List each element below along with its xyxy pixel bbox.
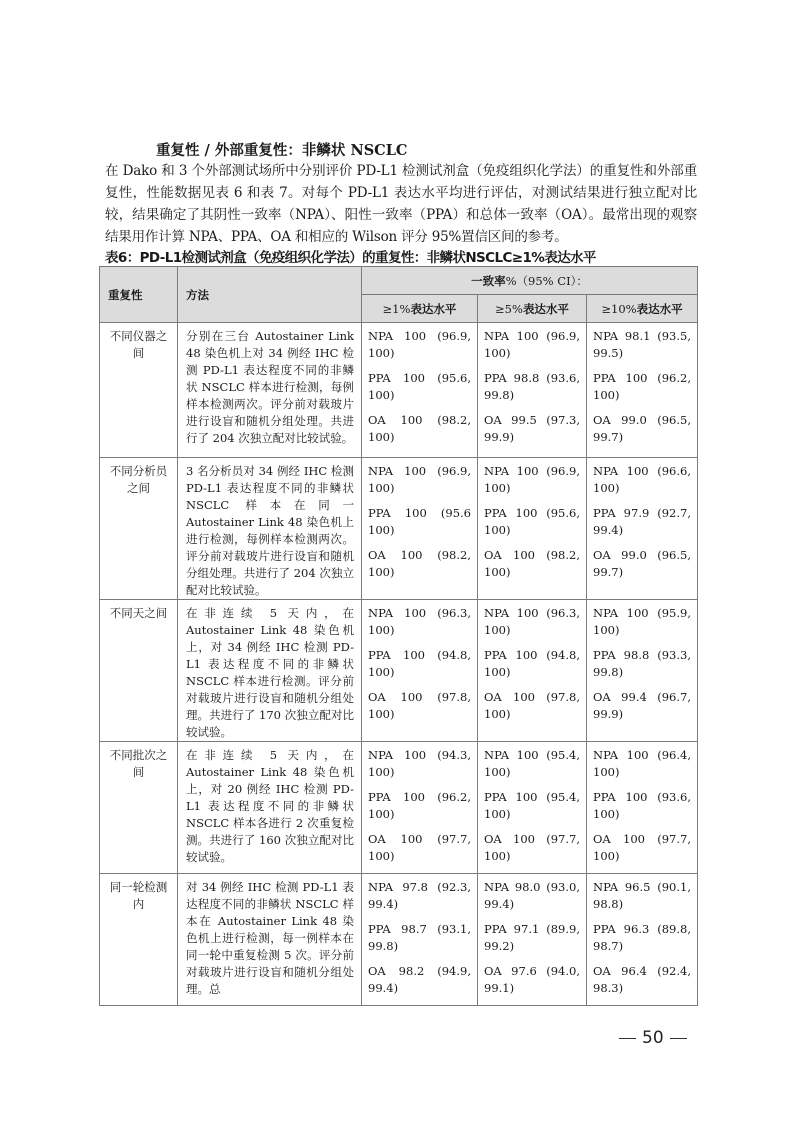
intro-paragraph: 在 Dako 和 3 个外部测试场所中分别评价 PD-L1 检测试剂盒（免疫组织化学法）的重复性和外部重复性，性能数据见表 6 和表 7。对每个 PD-L1 表达水平均进行评估，对测试结果进行独立配对比较，结果确定了其阴性一致率（NPA）、阳性一致率（PPA）和总体一致率（OA）。最常出现的观察结果用作计算 NPA、PPA、OA 和相应的 Wilson 评分 95%置信区间的参考。 — [105, 163, 697, 245]
dash-right — [670, 1038, 687, 1039]
reproducibility-table — [99, 266, 698, 1006]
ppa-value: PPA 100 (93.6, 100) — [593, 790, 691, 821]
npa-value: NPA 100 (96.9, 100) — [368, 329, 471, 360]
npa-value: NPA 100 (96.3, 100) — [368, 606, 471, 637]
cell-reproducibility: 同一轮检测内 — [100, 874, 178, 1006]
cell-agreement — [362, 742, 478, 874]
npa-value: NPA 100 (96.9, 100) — [368, 464, 471, 495]
level-symbol: ≥10% — [601, 301, 637, 316]
oa-value: OA 99.5 (97.3, 99.9) — [484, 413, 580, 444]
oa-value: OA 100 (97.8, 100) — [368, 690, 471, 721]
page-number-text: 50 — [642, 1028, 664, 1048]
cell-method: 在非连续 5 天内，在 Autostainer Link 48 染色机上，对 20 例经 IHC 检测 PD-L1 表达程度不同的非鳞状 NSCLC 样本各进行 2 次重复检测。共进行了 160 次独立配对比较试验。 — [178, 742, 362, 874]
npa-value: NPA 100 (96.3, 100) — [484, 606, 580, 637]
section-heading: 重复性 / 外部重复性：非鳞状 NSCLC — [156, 142, 408, 159]
oa-value: OA 100 (97.7, 100) — [484, 832, 580, 863]
level-label: 表达水平 — [636, 301, 683, 316]
ppa-value: PPA 100 (96.2, 100) — [368, 790, 471, 821]
cell-agreement — [478, 874, 587, 1006]
ppa-value: PPA 98.7 (93.1, 99.8) — [368, 922, 471, 953]
page-number — [613, 1028, 693, 1048]
cell-agreement — [362, 874, 478, 1006]
level-symbol: ≥5% — [495, 301, 523, 316]
cell-method: 对 34 例经 IHC 检测 PD-L1 表达程度不同的非鳞状 NSCLC 样本在 Autostainer Link 48 染色机上进行检测，每一例样本在同一轮中重复检测 5 次。评分前对载玻片进行设盲和随机分组处理。总 — [178, 874, 362, 1006]
npa-value: NPA 100 (96.6, 100) — [593, 464, 691, 495]
ppa-value: PPA 98.8 (93.3, 99.8) — [593, 648, 691, 679]
header-level-5 — [478, 295, 587, 323]
ppa-value: PPA 100 (94.8, 100) — [368, 648, 471, 679]
cell-agreement — [478, 323, 587, 458]
npa-value: NPA 100 (94.3, 100) — [368, 748, 471, 779]
oa-value: OA 100 (98.2, 100) — [368, 548, 471, 579]
agreement-prefix: 一致率 — [471, 273, 506, 288]
npa-value: NPA 100 (96.9, 100) — [484, 464, 580, 495]
cell-method: 在非连续 5 天内，在 Autostainer Link 48 染色机上，对 34 例经 IHC 检测 PD-L1 表达程度不同的非鳞状 NSCLC 样本进行检测。评分前对载玻片进行设盲和随机分组处理。共进行了 170 次独立配对比较试验。 — [178, 600, 362, 742]
header-level-10 — [587, 295, 698, 323]
table-row — [100, 600, 698, 742]
ppa-value: PPA 100 (95.4, 100) — [484, 790, 580, 821]
cell-agreement — [362, 323, 478, 458]
level-label: 表达水平 — [410, 301, 457, 316]
table-row — [100, 323, 698, 458]
ppa-value: PPA 100 (95.6, 100) — [368, 371, 471, 402]
oa-value: OA 96.4 (92.4, 98.3) — [593, 964, 691, 995]
cell-agreement — [362, 458, 478, 600]
ppa-value: PPA 100 (95.6, 100) — [484, 506, 580, 537]
npa-value: NPA 100 (96.4, 100) — [593, 748, 691, 779]
cell-agreement — [587, 323, 698, 458]
npa-value: NPA 100 (95.9, 100) — [593, 606, 691, 637]
cell-agreement — [587, 600, 698, 742]
level-symbol: ≥1% — [382, 301, 411, 316]
oa-value: OA 100 (97.8, 100) — [484, 690, 580, 721]
oa-value: OA 99.4 (96.7, 99.9) — [593, 690, 691, 721]
header-method: 方法 — [178, 267, 362, 323]
oa-value: OA 100 (98.2, 100) — [368, 413, 471, 444]
dash-left — [619, 1038, 636, 1039]
cell-method: 3 名分析员对 34 例经 IHC 检测 PD-L1 表达程度不同的非鳞状 NSCLC 样本在同一 Autostainer Link 48 染色机上进行检测，每例样本检测两次。评分前对载玻片进行设盲和随机分组处理。共进行了 204 次独立配对比较试验。 — [178, 458, 362, 600]
header-level-1 — [362, 295, 478, 323]
cell-agreement — [362, 600, 478, 742]
cell-agreement — [587, 458, 698, 600]
ppa-value: PPA 96.3 (89.8, 98.7) — [593, 922, 691, 953]
npa-value: NPA 100 (95.4, 100) — [484, 748, 580, 779]
agreement-suffix: %（95% CI）： — [505, 273, 588, 288]
npa-value: NPA 100 (96.9, 100) — [484, 329, 580, 360]
ppa-value: PPA 100 (94.8, 100) — [484, 648, 580, 679]
oa-value: OA 97.6 (94.0, 99.1) — [484, 964, 580, 995]
cell-reproducibility: 不同批次之间 — [100, 742, 178, 874]
oa-value: OA 98.2 (94.9, 99.4) — [368, 964, 471, 995]
table-row — [100, 458, 698, 600]
header-reproducibility: 重复性 — [100, 267, 178, 323]
npa-value: NPA 98.1 (93.5, 99.5) — [593, 329, 691, 360]
cell-agreement — [587, 742, 698, 874]
npa-value: NPA 96.5 (90.1, 98.8) — [593, 880, 691, 911]
table-row — [100, 874, 698, 1006]
ppa-value: PPA 100 (96.2, 100) — [593, 371, 691, 402]
cell-method: 分别在三台 Autostainer Link 48 染色机上对 34 例经 IHC 检测 PD-L1 表达程度不同的非鳞状 NSCLC 样本进行检测，每例样本检测两次。评分前对载玻片进行设盲和随机分组处理。共进行了 204 次独立配对比较试验。 — [178, 323, 362, 458]
table-caption: 表6：PD-L1检测试剂盒（免疫组织化学法）的重复性：非鳞状NSCLC≥1%表达水平 — [105, 250, 596, 266]
cell-reproducibility: 不同分析员之间 — [100, 458, 178, 600]
cell-reproducibility: 不同仪器之间 — [100, 323, 178, 458]
oa-value: OA 99.0 (96.5, 99.7) — [593, 413, 691, 444]
cell-agreement — [478, 742, 587, 874]
ppa-value: PPA 100 (95.6 100) — [368, 506, 471, 537]
cell-agreement — [478, 600, 587, 742]
header-agreement — [362, 267, 698, 295]
ppa-value: PPA 98.8 (93.6, 99.8) — [484, 371, 580, 402]
cell-agreement — [478, 458, 587, 600]
cell-agreement — [587, 874, 698, 1006]
ppa-value: PPA 97.9 (92.7, 99.4) — [593, 506, 691, 537]
npa-value: NPA 98.0 (93.0, 99.4) — [484, 880, 580, 911]
level-label: 表达水平 — [522, 301, 569, 316]
cell-reproducibility: 不同天之间 — [100, 600, 178, 742]
ppa-value: PPA 97.1 (89.9, 99.2) — [484, 922, 580, 953]
oa-value: OA 99.0 (96.5, 99.7) — [593, 548, 691, 579]
oa-value: OA 100 (98.2, 100) — [484, 548, 580, 579]
oa-value: OA 100 (97.7, 100) — [593, 832, 691, 863]
table-row — [100, 742, 698, 874]
npa-value: NPA 97.8 (92.3, 99.4) — [368, 880, 471, 911]
oa-value: OA 100 (97.7, 100) — [368, 832, 471, 863]
